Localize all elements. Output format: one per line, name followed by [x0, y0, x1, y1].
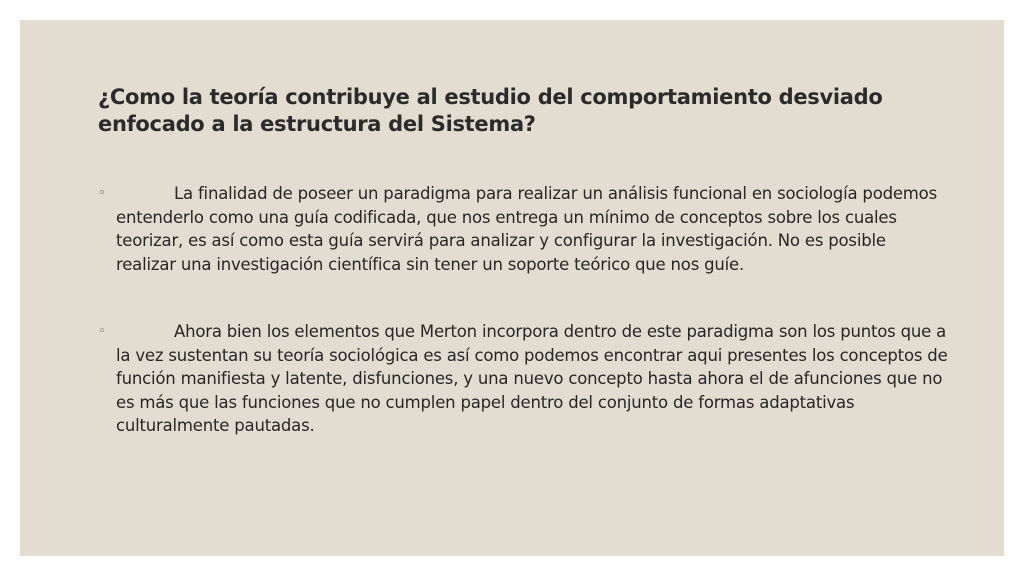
bullet-text: Ahora bien los elementos que Merton incorpora dentro de este paradigma son los puntos que a la vez sustentan su teoría sociológica es así como podemos encontrar aqui presentes los conceptos de función manifiesta y latente, disfunciones, y una nuevo concepto hasta ahora el de afunciones que no es más que las funciones que no cumplen papel dentro del conjunto de formas adaptativas culturalmente pautadas.	[116, 322, 948, 435]
bullet-item	[98, 182, 948, 276]
bullet-text: La finalidad de poseer un paradigma para realizar un análisis funcional en sociología podemos entenderlo como una guía codificada, que nos entrega un mínimo de conceptos sobre los cuales teorizar, es así como esta guía servirá para analizar y configurar la investigación. No es posible realizar una investigación científica sin tener un soporte teórico que nos guíe.	[116, 184, 937, 274]
bullet-list	[98, 182, 948, 438]
bullet-circle-icon: ◦	[98, 186, 106, 201]
bullet-circle-icon: ◦	[98, 324, 106, 339]
bullet-item	[98, 320, 948, 438]
slide-title: ¿Como la teoría contribuye al estudio del comportamiento desviado enfocado a la estructura del Sistema?	[98, 85, 883, 136]
slide	[20, 20, 1004, 556]
